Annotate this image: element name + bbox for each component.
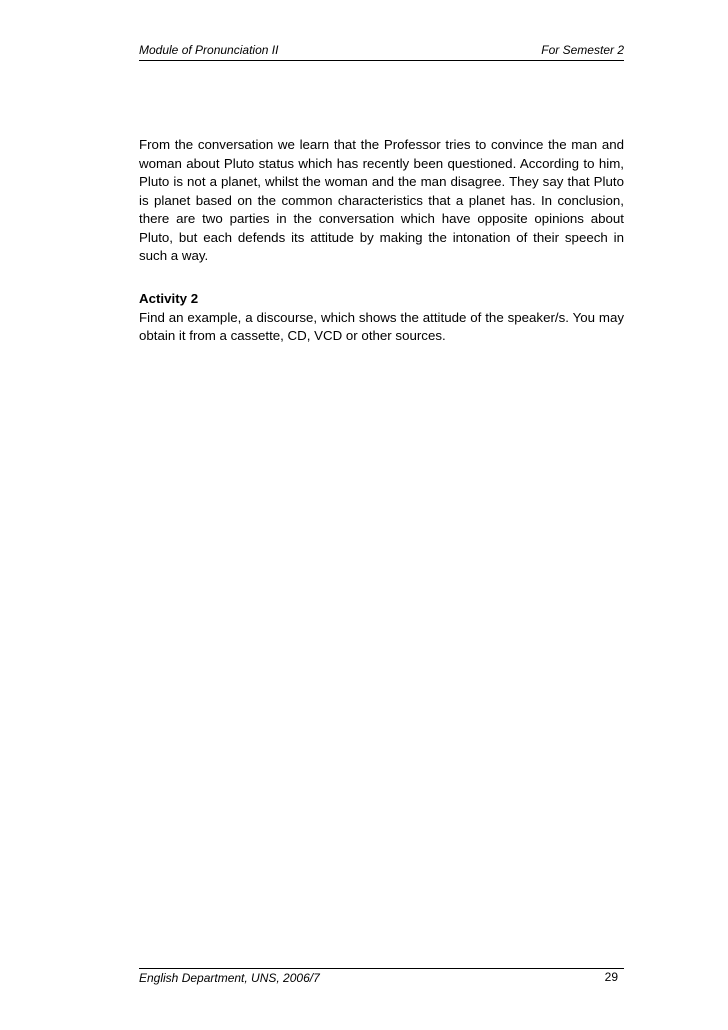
page-header xyxy=(139,42,624,61)
activity-instructions: Find an example, a discourse, which shows the attitude of the speaker/s. You may obtain it from a cassette, CD, VCD or other sources. xyxy=(139,309,624,343)
page-footer xyxy=(139,968,624,985)
conversation-summary-paragraph: From the conversation we learn that the Professor tries to convince the man and woman about Pluto status which has recently been questioned. According to him, Pluto is not a planet, whilst the woman and the man disagree. They say that Pluto is planet based on the common characteristics that a planet has. In conclusion, there are two parties in the conversation which have opposite opinions about Pluto, but each defends its attitude by making the intonation of their speech in such a way. xyxy=(139,137,624,263)
activity-title: Activity 2 xyxy=(139,291,199,306)
page-number: 29 xyxy=(604,970,618,984)
header-module-title: Module of Pronunciation II xyxy=(139,43,279,57)
footer-department: English Department, UNS, 2006/7 xyxy=(139,971,320,985)
header-semester: For Semester 2 xyxy=(541,43,624,57)
activity-section xyxy=(139,290,624,346)
